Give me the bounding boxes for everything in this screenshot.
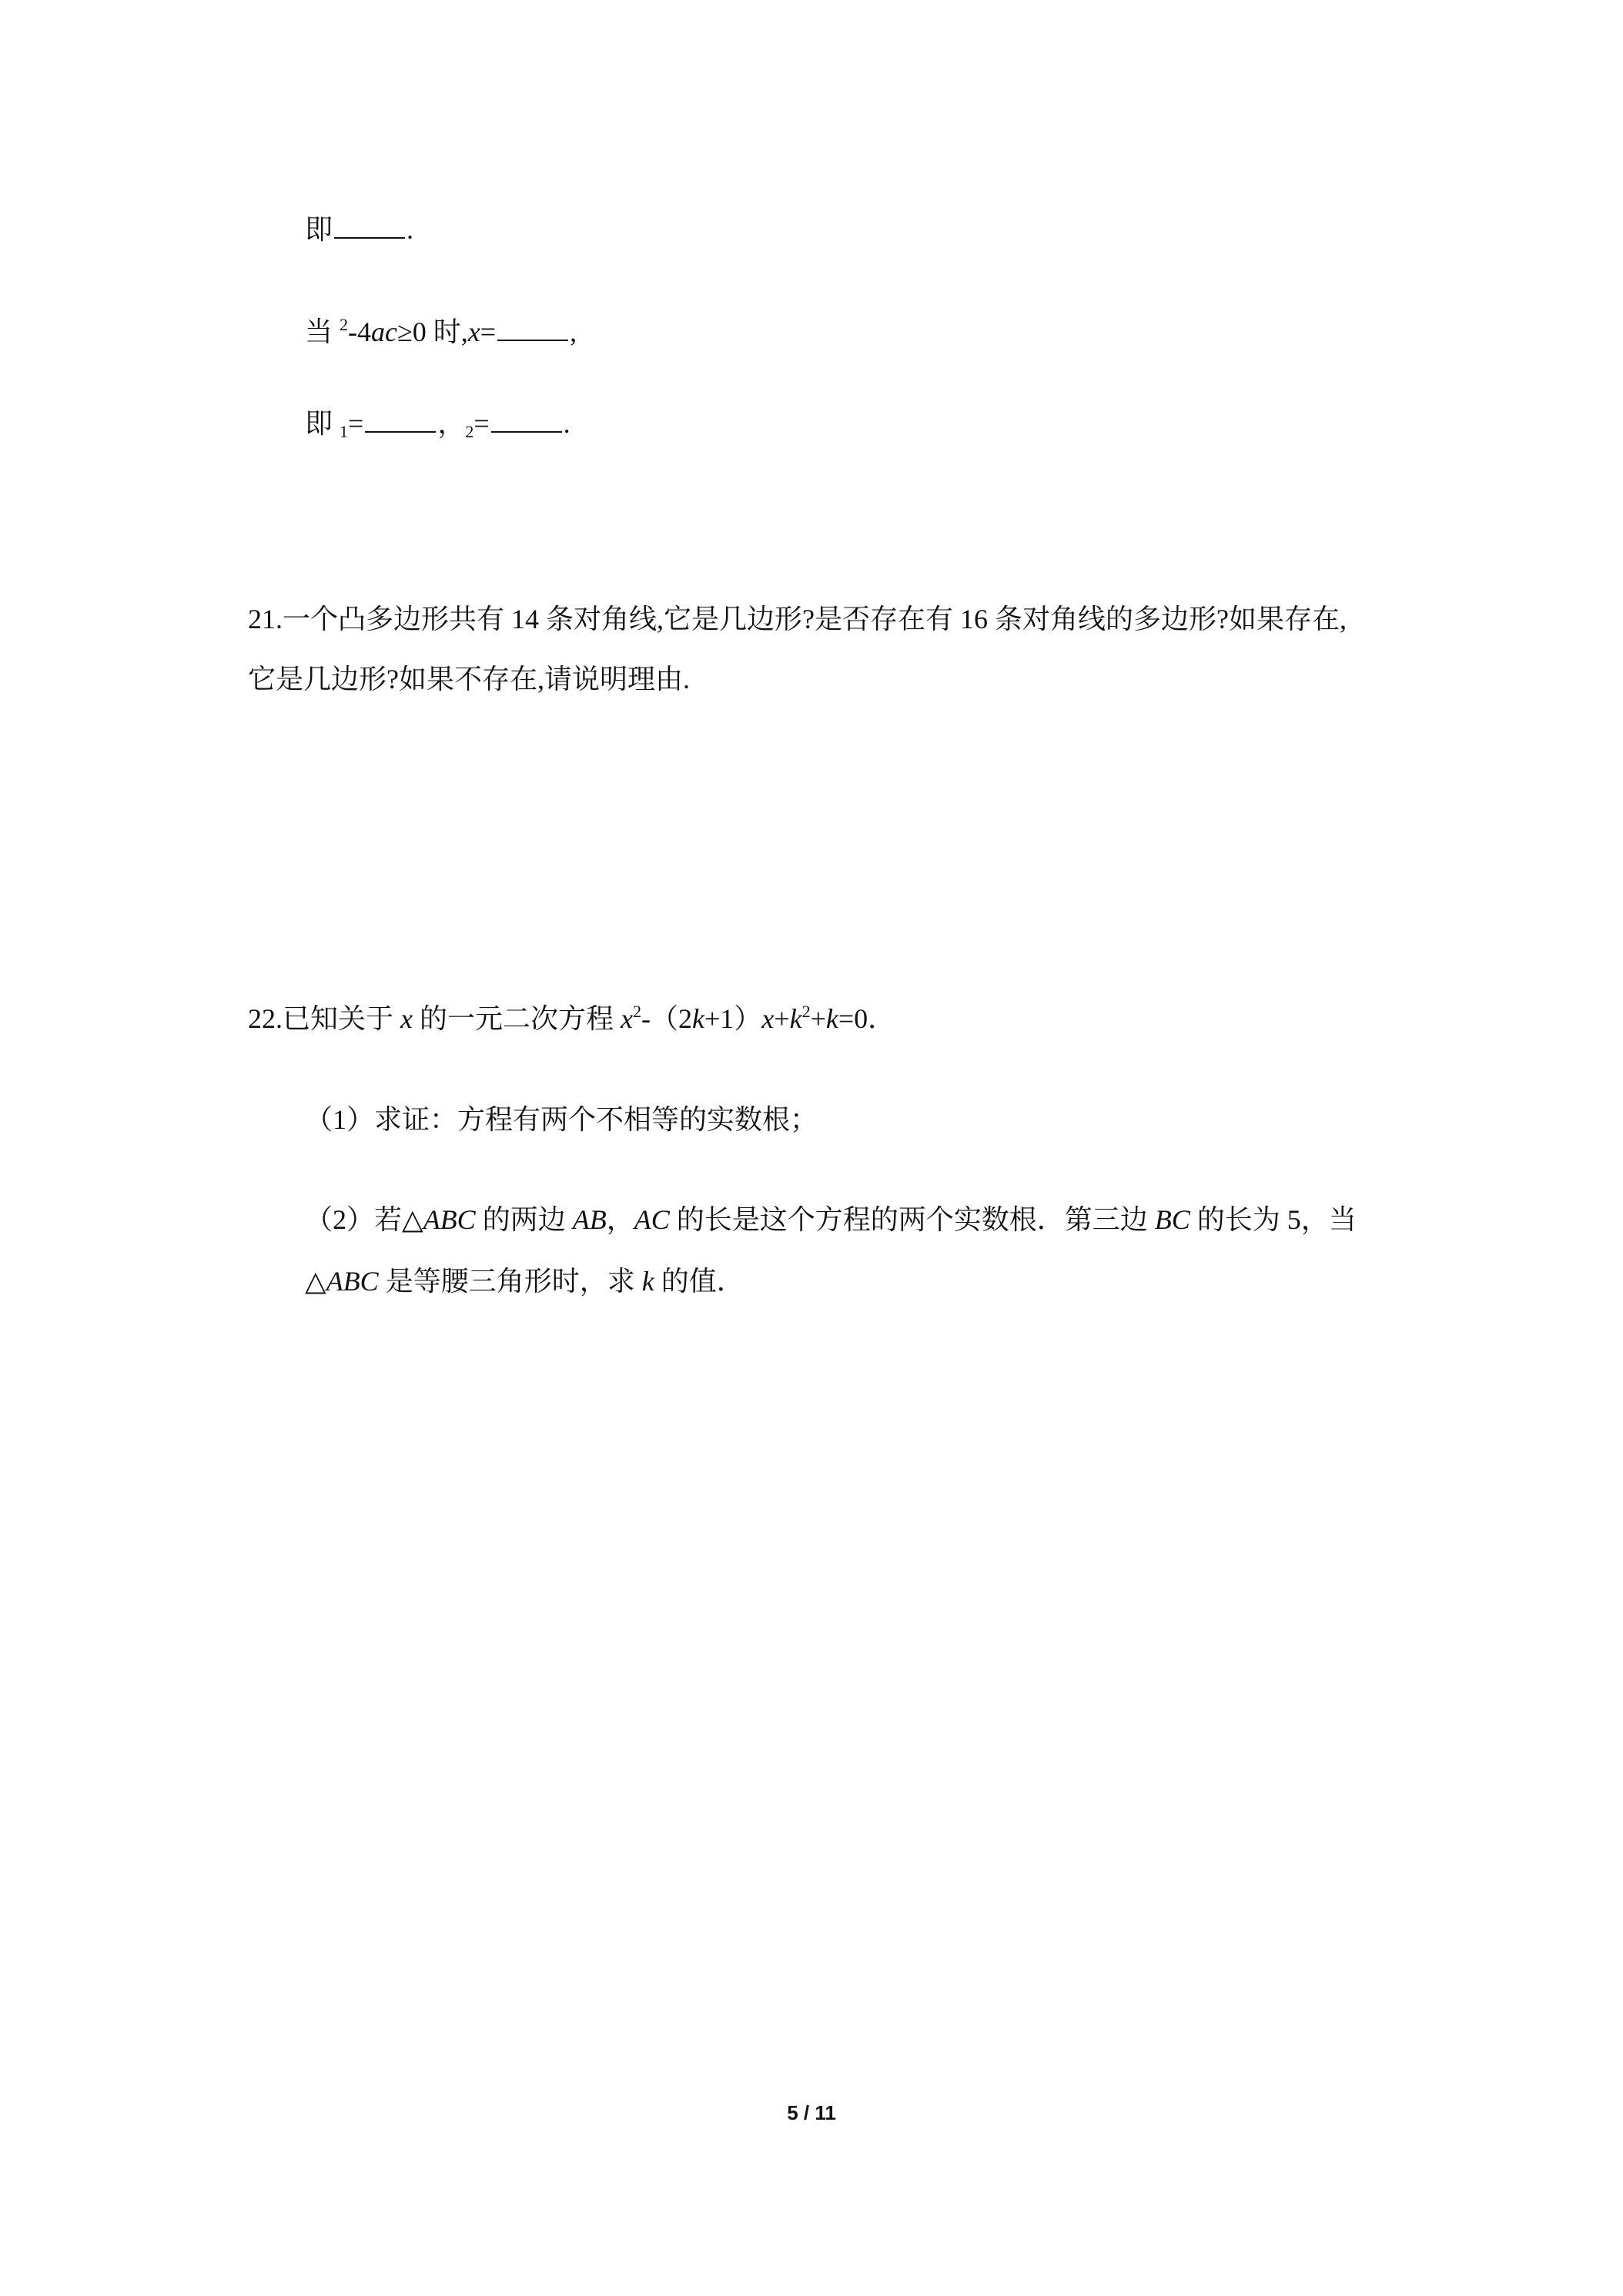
text: 的长是这个方程的两个实数根．第三边 [669,1204,1155,1235]
fill-in-line-2 [305,308,577,349]
math-var: AB [572,1204,607,1235]
answer-blank [497,316,568,341]
math-var: k [641,1266,654,1297]
text: 即 [305,214,333,245]
text: . [407,214,414,245]
text: 的长为 5，当 [1190,1204,1357,1235]
text: = [474,408,490,439]
text: +1） [704,1003,762,1034]
subscript: 1 [340,422,349,441]
math-var: x [621,1003,633,1034]
fill-in-line-3 [305,407,571,449]
math-var: AC [634,1204,670,1235]
answer-blank [491,408,562,433]
math-var: ABC [423,1204,476,1235]
text: 的两边 [475,1204,573,1235]
superscript: 2 [801,1002,811,1021]
math-var: k [789,1003,802,1034]
question-22-stem [248,995,895,1036]
text: ， [606,1204,634,1235]
math-var: x [400,1003,413,1034]
question-22-part-1: （1）求证：方程有两个不相等的实数根； [305,1104,818,1135]
math-var: ABC [326,1266,379,1297]
text: =0． [838,1003,896,1034]
subscript: 2 [465,422,474,441]
text: ≥0 时, [397,316,468,347]
answer-blank [334,214,405,239]
text: 的一元二次方程 [413,1003,621,1034]
text: , [570,316,577,347]
text: -4 [348,316,372,347]
text: △ [305,1266,326,1297]
text: -（2 [641,1003,692,1034]
superscript: 2 [340,315,349,334]
text: （2）若△ [305,1204,423,1235]
answer-blank [365,408,436,433]
text: ， [437,408,466,439]
question-22-part-2 [305,1203,1357,1237]
math-var: k [692,1003,704,1034]
math-var: ac [371,316,397,347]
text: = [348,408,364,439]
text: . [563,408,571,439]
math-var: x [467,316,480,347]
question-21-line-2: 它是几边形?如果不存在,请说明理由. [248,664,690,694]
text: 当 [305,316,333,347]
fill-in-line-1 [305,213,413,246]
math-var: x [761,1003,775,1034]
question-21-line-1: 21.一个凸多边形共有 14 条对角线,它是几边形?是否存在有 16 条对角线的多边形?如果存在, [248,604,1347,634]
text: 22.已知关于 [248,1003,401,1034]
text: + [774,1003,790,1034]
text: + [810,1003,826,1034]
question-22-part-2-line-2 [305,1264,745,1298]
text: 即 [305,408,333,439]
page-number: 5 / 11 [787,2101,836,2124]
text: 是等腰三角形时，求 [378,1266,642,1297]
math-var: BC [1154,1204,1190,1235]
text: = [480,316,497,347]
text: 的值． [654,1266,745,1297]
math-var: k [825,1003,838,1034]
superscript: 2 [633,1002,641,1021]
